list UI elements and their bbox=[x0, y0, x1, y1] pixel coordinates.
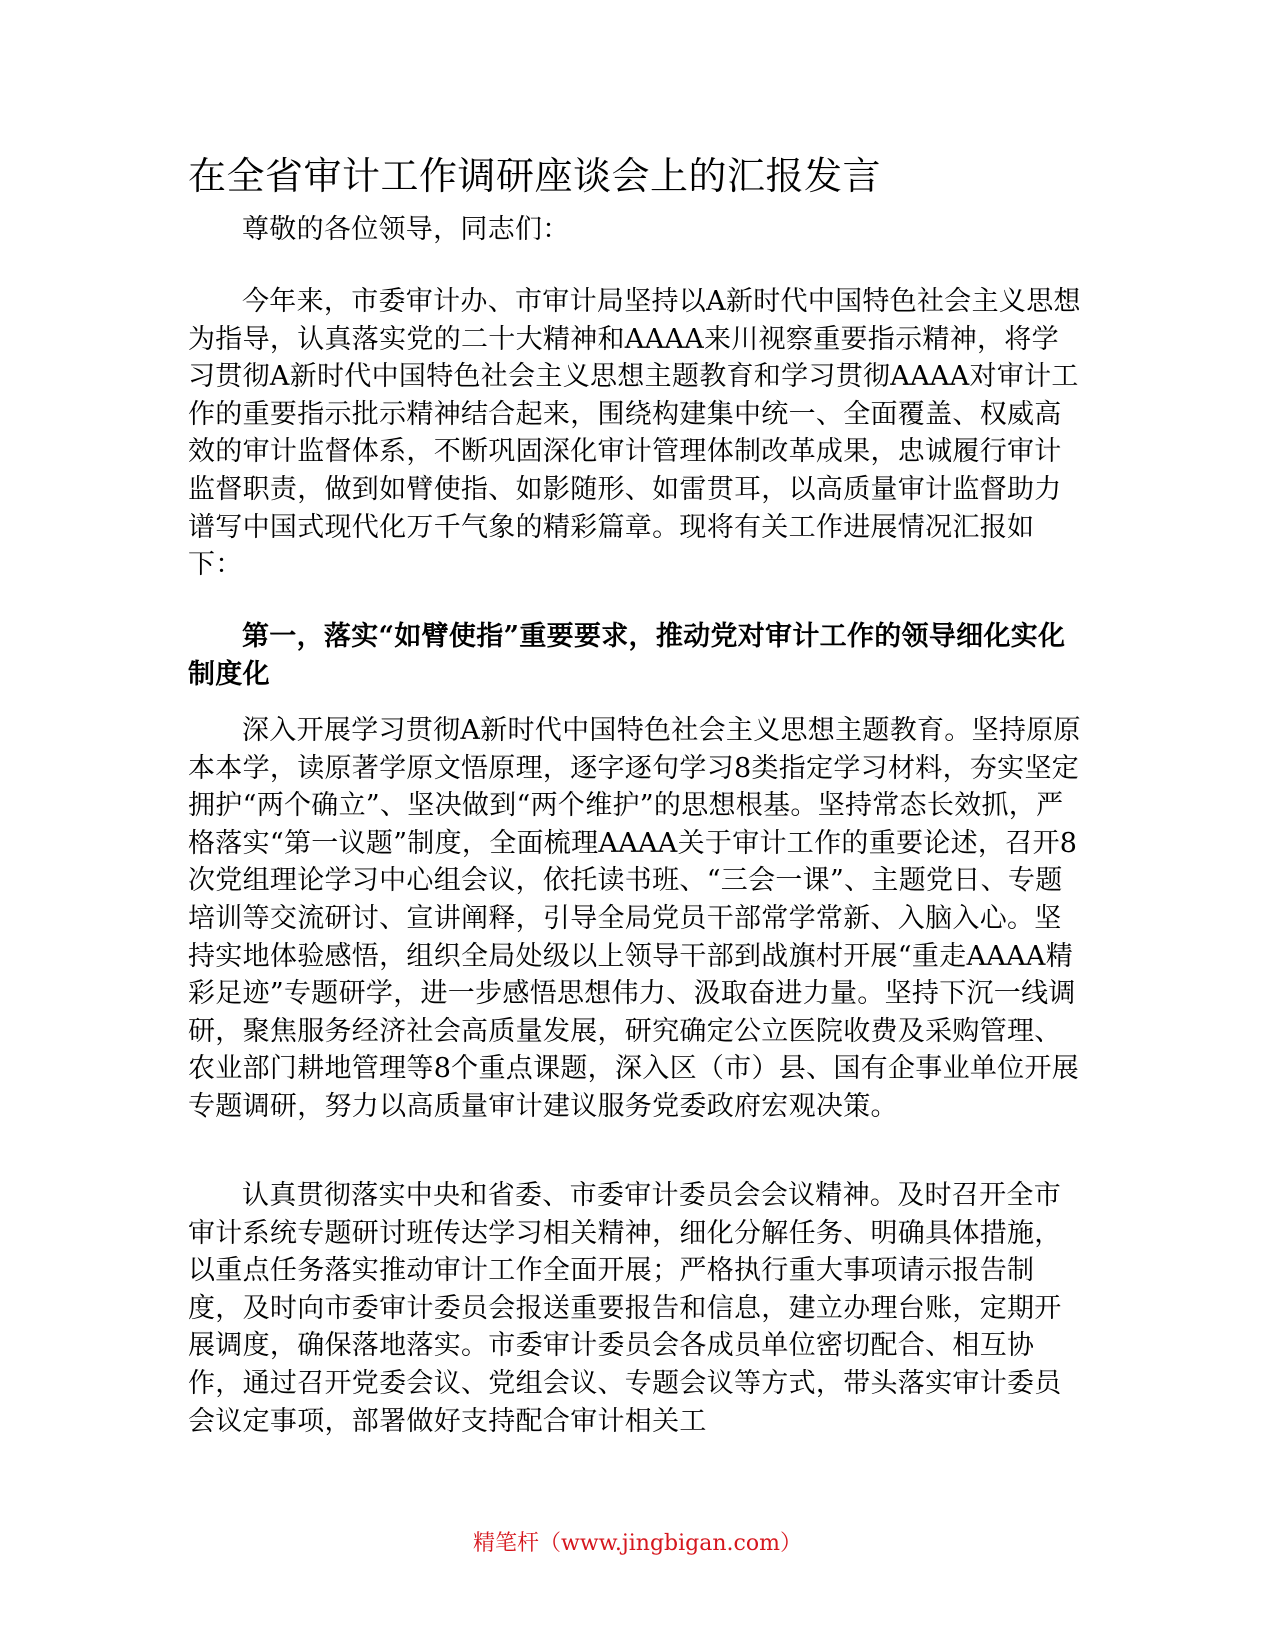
salutation: 尊敬的各位领导，同志们： bbox=[242, 214, 570, 245]
paragraph-study: 深入开展学习贯彻A新时代中国特色社会主义思想主题教育。坚持原原本本学，读原著学原文悟原理，逐字逐句学习8类指定学习材料，夯实坚定拥护“两个确立”、坚决做到“两个维护”的思想根基。坚持常态长效抓，严格落实“第一议题”制度，全面梳理AAAA关于审计工作的重要论述，召开8次党组理论学习中心组会议，依托读书班、“三会一课”、主题党日、专题培训等交流研讨、宣讲阐释，引导全局党员干部常学常新、入脑入心。坚持实地体验感悟，组织全局处级以上领导干部到战旗村开展“重走AAAA精彩足迹”专题研学，进一步感悟思想伟力、汲取奋进力量。坚持下沉一线调研，聚焦服务经济社会高质量发展，研究确定公立医院收费及采购管理、农业部门耕地管理等8个重点课题，深入区（市）县、国有企事业单位开展专题调研，努力以高质量审计建议服务党委政府宏观决策。 bbox=[188, 715, 1081, 1122]
paragraph-intro: 今年来，市委审计办、市审计局坚持以A新时代中国特色社会主义思想为指导，认真落实党的二十大精神和AAAA来川视察重要指示精神，将学习贯彻A新时代中国特色社会主义思想主题教育和学习贯彻AAAA对审计工作的重要指示批示精神结合起来，围绕构建集中统一、全面覆盖、权威高效的审计监督体系，不断巩固深化审计管理体制改革成果，忠诚履行审计监督职责，做到如臂使指、如影随形、如雷贯耳，以高质量审计监督助力谱写中国式现代化万千气象的精彩篇章。现将有关工作进展情况汇报如下： bbox=[188, 286, 1081, 581]
footer-link[interactable]: 精笔杆（www.jingbigan.com） bbox=[473, 1531, 802, 1556]
document-title: 在全省审计工作调研座谈会上的汇报发言 bbox=[188, 154, 882, 198]
section-heading: 第一，落实“如臂使指”重要要求，推动党对审计工作的领导细化实化制度化 bbox=[188, 621, 1066, 690]
paragraph-implementation: 认真贯彻落实中央和省委、市委审计委员会会议精神。及时召开全市审计系统专题研讨班传达学习相关精神，细化分解任务、明确具体措施，以重点任务落实推动审计工作全面开展；严格执行重大事项请示报告制度，及时向市委审计委员会报送重要报告和信息，建立办理台账，定期开展调度，确保落地落实。市委审计委员会各成员单位密切配合、相互协作，通过召开党委会议、党组会议、专题会议等方式，带头落实审计委员会议定事项，部署做好支持配合审计相关工 bbox=[188, 1180, 1062, 1437]
